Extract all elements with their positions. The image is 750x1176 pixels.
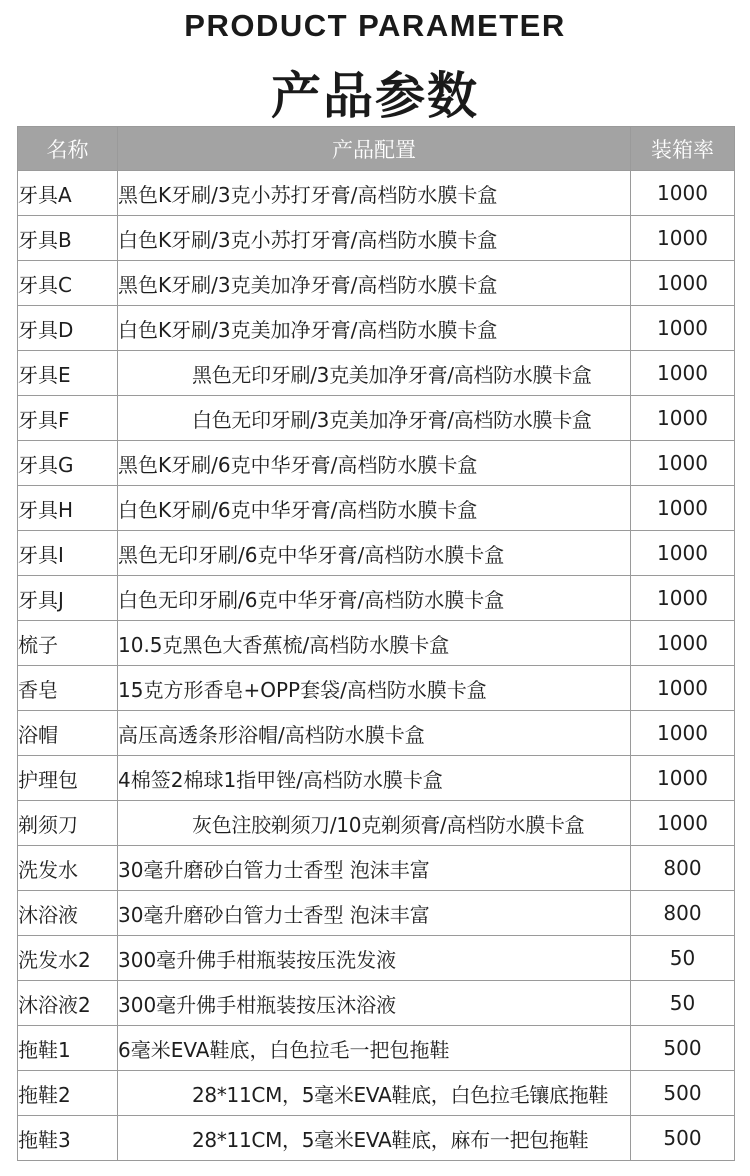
table-row [18, 846, 735, 891]
row-packing-rate: 800 [631, 891, 735, 936]
table-row [18, 531, 735, 576]
row-config: 黑色K牙刷/6克中华牙膏/高档防水膜卡盒 [118, 441, 631, 486]
row-packing-rate: 500 [631, 1026, 735, 1071]
table-row [18, 711, 735, 756]
table-row [18, 171, 735, 216]
page-title-chinese: 产品参数 [271, 67, 479, 125]
product-parameter-table [17, 126, 735, 1161]
table-body [18, 171, 735, 1161]
row-config: 白色K牙刷/3克美加净牙膏/高档防水膜卡盒 [118, 306, 631, 351]
row-config: 28*11CM，5毫米EVA鞋底，白色拉毛镶底拖鞋 [118, 1071, 631, 1116]
row-packing-rate: 1000 [631, 756, 735, 801]
row-name: 浴帽 [18, 711, 118, 756]
table-header-row [18, 127, 735, 171]
table-row [18, 216, 735, 261]
row-packing-rate: 500 [631, 1116, 735, 1161]
row-name: 沐浴液2 [18, 981, 118, 1026]
table-row [18, 576, 735, 621]
row-packing-rate: 1000 [631, 801, 735, 846]
row-config: 黑色无印牙刷/3克美加净牙膏/高档防水膜卡盒 [118, 351, 631, 396]
row-config: 白色无印牙刷/6克中华牙膏/高档防水膜卡盒 [118, 576, 631, 621]
row-packing-rate: 1000 [631, 486, 735, 531]
row-config: 30毫升磨砂白管力士香型 泡沫丰富 [118, 891, 631, 936]
table-row [18, 1026, 735, 1071]
row-config: 300毫升佛手柑瓶装按压沐浴液 [118, 981, 631, 1026]
table-row [18, 981, 735, 1026]
row-packing-rate: 1000 [631, 306, 735, 351]
page-title-english: PRODUCT PARAMETER [184, 8, 566, 43]
row-name: 牙具A [18, 171, 118, 216]
table-row [18, 261, 735, 306]
row-config: 6毫米EVA鞋底，白色拉毛一把包拖鞋 [118, 1026, 631, 1071]
row-name: 牙具H [18, 486, 118, 531]
row-config: 白色无印牙刷/3克美加净牙膏/高档防水膜卡盒 [118, 396, 631, 441]
row-config: 白色K牙刷/3克小苏打牙膏/高档防水膜卡盒 [118, 216, 631, 261]
row-packing-rate: 1000 [631, 621, 735, 666]
row-config: 30毫升磨砂白管力士香型 泡沫丰富 [118, 846, 631, 891]
row-packing-rate: 1000 [631, 531, 735, 576]
row-name: 香皂 [18, 666, 118, 711]
table-row [18, 936, 735, 981]
row-name: 牙具D [18, 306, 118, 351]
row-packing-rate: 1000 [631, 351, 735, 396]
table-row [18, 486, 735, 531]
table-row [18, 396, 735, 441]
row-name: 牙具J [18, 576, 118, 621]
row-name: 拖鞋3 [18, 1116, 118, 1161]
row-config: 28*11CM，5毫米EVA鞋底，麻布一把包拖鞋 [118, 1116, 631, 1161]
row-packing-rate: 800 [631, 846, 735, 891]
row-name: 牙具B [18, 216, 118, 261]
row-packing-rate: 1000 [631, 711, 735, 756]
header-name: 名称 [18, 127, 118, 171]
table-row [18, 666, 735, 711]
row-name: 拖鞋1 [18, 1026, 118, 1071]
row-name: 洗发水2 [18, 936, 118, 981]
table-row [18, 351, 735, 396]
header-config: 产品配置 [118, 127, 631, 171]
table-row [18, 621, 735, 666]
row-packing-rate: 1000 [631, 171, 735, 216]
row-config: 4棉签2棉球1指甲锉/高档防水膜卡盒 [118, 756, 631, 801]
row-packing-rate: 1000 [631, 666, 735, 711]
row-name: 沐浴液 [18, 891, 118, 936]
row-config: 15克方形香皂+OPP套袋/高档防水膜卡盒 [118, 666, 631, 711]
table-row [18, 306, 735, 351]
row-config: 10.5克黑色大香蕉梳/高档防水膜卡盒 [118, 621, 631, 666]
row-name: 剃须刀 [18, 801, 118, 846]
table-row [18, 801, 735, 846]
table-row [18, 1071, 735, 1116]
table-row [18, 891, 735, 936]
row-name: 护理包 [18, 756, 118, 801]
row-packing-rate: 1000 [631, 576, 735, 621]
row-packing-rate: 1000 [631, 261, 735, 306]
row-name: 拖鞋2 [18, 1071, 118, 1116]
row-packing-rate: 50 [631, 936, 735, 981]
row-config: 高压高透条形浴帽/高档防水膜卡盒 [118, 711, 631, 756]
row-name: 牙具E [18, 351, 118, 396]
row-config: 300毫升佛手柑瓶装按压洗发液 [118, 936, 631, 981]
row-config: 黑色K牙刷/3克美加净牙膏/高档防水膜卡盒 [118, 261, 631, 306]
table-row [18, 756, 735, 801]
row-config: 白色K牙刷/6克中华牙膏/高档防水膜卡盒 [118, 486, 631, 531]
row-name: 牙具F [18, 396, 118, 441]
row-packing-rate: 1000 [631, 216, 735, 261]
row-config: 黑色K牙刷/3克小苏打牙膏/高档防水膜卡盒 [118, 171, 631, 216]
row-name: 梳子 [18, 621, 118, 666]
row-name: 牙具G [18, 441, 118, 486]
row-config: 黑色无印牙刷/6克中华牙膏/高档防水膜卡盒 [118, 531, 631, 576]
row-packing-rate: 1000 [631, 396, 735, 441]
row-name: 牙具I [18, 531, 118, 576]
row-config: 灰色注胶剃须刀/10克剃须膏/高档防水膜卡盒 [118, 801, 631, 846]
table-row [18, 1116, 735, 1161]
table-row [18, 441, 735, 486]
row-name: 牙具C [18, 261, 118, 306]
header-packing-rate: 装箱率 [631, 127, 735, 171]
row-packing-rate: 500 [631, 1071, 735, 1116]
row-packing-rate: 50 [631, 981, 735, 1026]
row-name: 洗发水 [18, 846, 118, 891]
row-packing-rate: 1000 [631, 441, 735, 486]
